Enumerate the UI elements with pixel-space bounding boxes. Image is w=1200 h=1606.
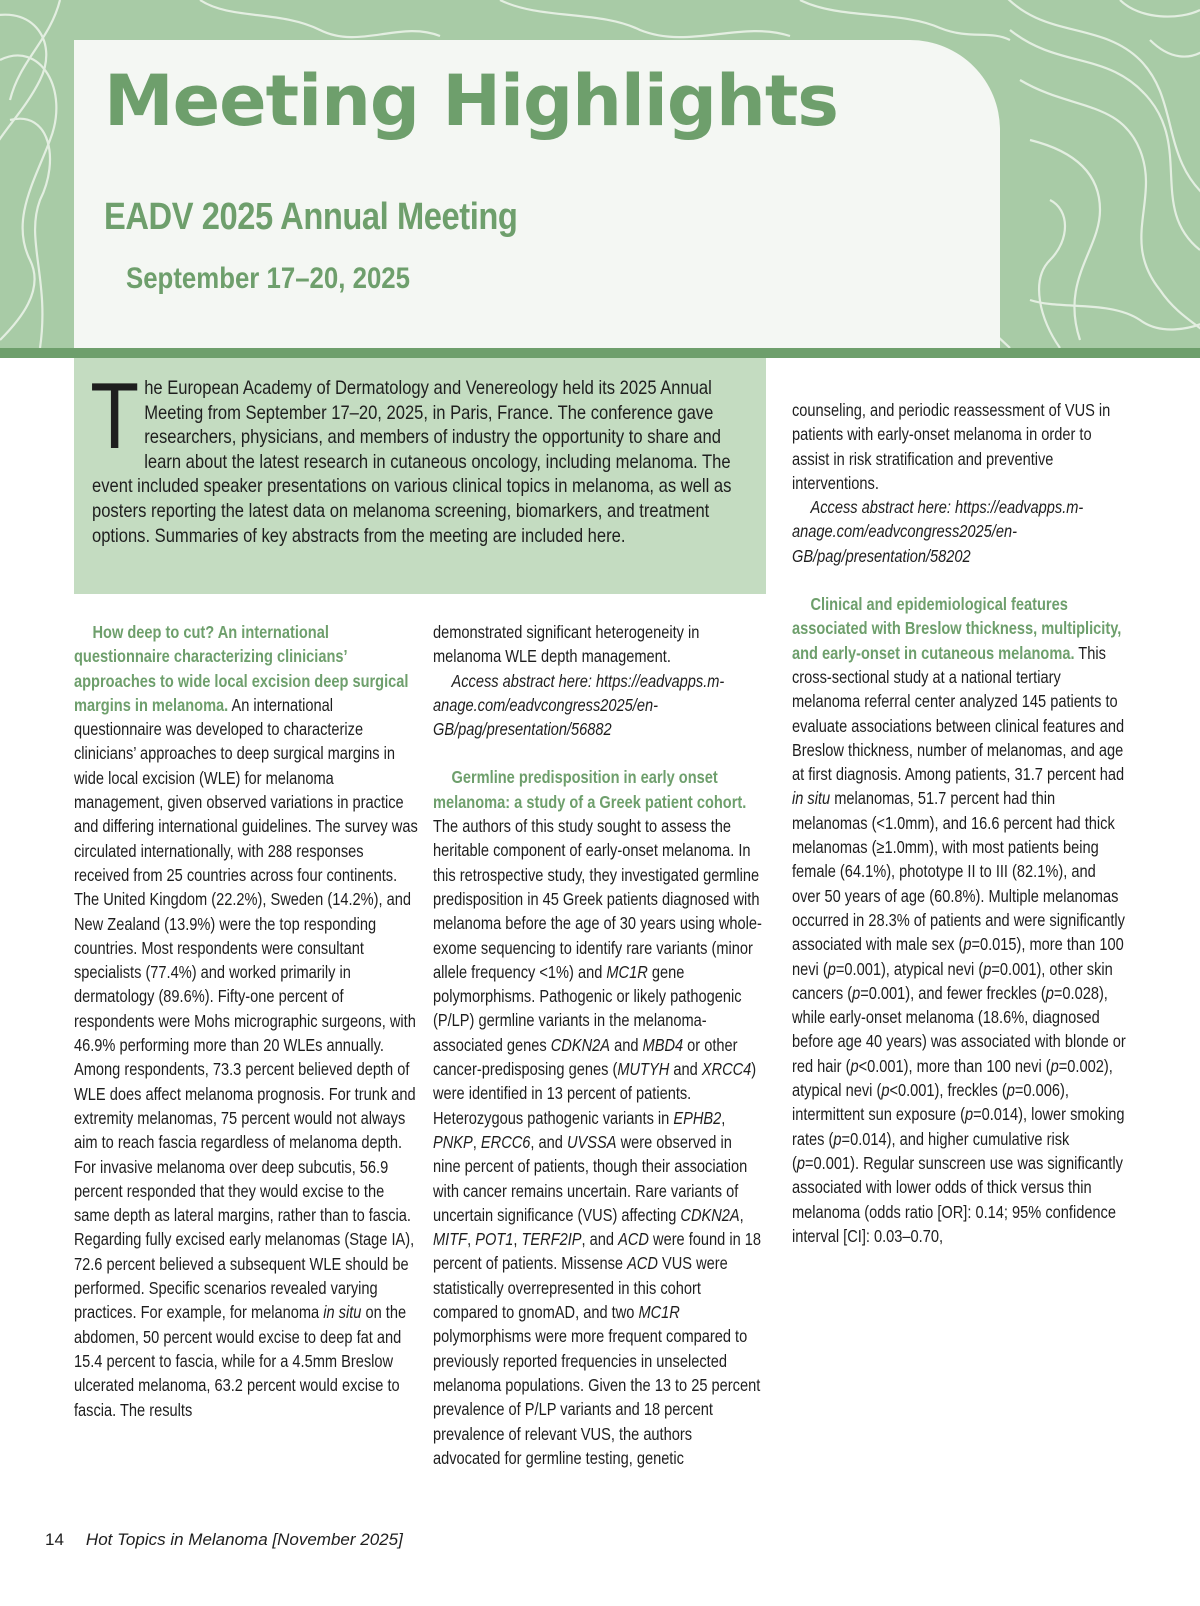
page-number: 14 xyxy=(45,1530,64,1549)
article-1-heading: How deep to cut? An international questionnaire characterizing clinicians’ approaches to wide local excision deep surgical margins in melanoma. xyxy=(74,622,409,715)
article-2-access-link[interactable]: Access abstract here: https://eadvapps.m-anage.com/eadvcongress2025/en-GB/pag/presentation/58202 xyxy=(792,497,1084,566)
column-2 xyxy=(433,620,762,1470)
article-2-body-continued: counseling, and periodic reassessment of VUS in patients with early-onset melanoma in order to assist in risk stratification and preventive interventions. xyxy=(792,400,1111,493)
article-3-body: Clinical and epidemiological features associated with Breslow thickness, multiplicity, and early-onset in cutaneous melanoma. This cross-sectional study at a national tertiary melanoma referral center analyzed 145 patients to evaluate associations between clinical features and Breslow thickness, number of melanomas, and age at first diagnosis. Among patients, 31.7 percent had in situ melanomas, 51.7 percent had thin melanomas (<1.0mm), and 16.6 percent had thick melanomas (≥1.0mm), with most patients being female (64.1%), phototype II to III (82.1%), and over 50 years of age (60.8%). Multiple melanomas occurred in 28.3% of patients and were significantly associated with male sex (p=0.015), more than 100 nevi (p=0.001), atypical nevi (p=0.001), other skin cancers (p=0.001), and fewer freckles (p=0.028), while early-onset melanoma (18.6%, diagnosed before age 40 years) was associated with blonde or red hair (p<0.001), more than 100 nevi (p=0.002), atypical nevi (p<0.001), freckles (p=0.006), intermittent sun exposure (p=0.014), lower smoking rates (p=0.014), and higher cumulative risk (p=0.001). Regular sunscreen use was significantly associated with lower odds of thick versus thin melanoma (odds ratio [OR]: 0.14; 95% confidence interval [CI]: 0.03–0.70, xyxy=(792,594,1126,1246)
meeting-name: EADV 2025 Annual Meeting xyxy=(104,196,518,238)
column-1 xyxy=(74,620,418,1422)
article-1-body-continued: demonstrated significant heterogeneity in melanoma WLE depth management. xyxy=(433,622,700,667)
intro-box xyxy=(74,358,766,594)
article-3-heading: Clinical and epidemiological features associated with Breslow thickness, multiplicity, and early-onset in cutaneous melanoma. xyxy=(792,594,1122,663)
drop-cap: T xyxy=(90,363,140,468)
header-banner xyxy=(0,0,1200,348)
article-2-body: Germline predisposition in early onset melanoma: a study of a Greek patient cohort. The authors of this study sought to assess the heritable component of early-onset melanoma. In this retrospective study, they investigated germline predisposition in 45 Greek patients diagnosed with melanoma before the age of 30 years using whole-exome sequencing to identify rare variants (minor allele frequency <1%) and MC1R gene polymorphisms. Pathogenic or likely pathogenic (P/LP) germline variants in the melanoma-associated genes CDKN2A and MBD4 or other cancer-predisposing genes (MUTYH and XRCC4) were identified in 13 percent of patients. Heterozygous pathogenic variants in EPHB2, PNKP, ERCC6, and UVSSA were observed in nine percent of patients, though their association with cancer remains uncertain. Rare variants of uncertain significance (VUS) affecting CDKN2A, MITF, POT1, TERF2IP, and ACD were found in 18 percent of patients. Missense ACD VUS were statistically overrepresented in this cohort compared to gnomAD, and two MC1R polymorphisms were more frequent compared to previously reported frequencies in unselected melanoma populations. Given the 13 to 25 percent prevalence of P/LP variants and 18 percent prevalence of relevant VUS, the authors advocated for germline testing, genetic xyxy=(433,767,762,1468)
intro-text xyxy=(90,363,747,548)
page-title: Meeting Highlights xyxy=(104,60,838,142)
header-divider xyxy=(0,348,1200,358)
intro-body: he European Academy of Dermatology and Venereology held its 2025 Annual Meeting from September 17–20, 2025, in Paris, France. The conference gave researchers, physicians, and members of industry the opportunity to share and learn about the latest research in cutaneous oncology, including melanoma. The event included speaker presentations on various clinical topics in melanoma, as well as posters reporting the latest data on melanoma screening, biomarkers, and treatment options. Summaries of key abstracts from the meeting are included here. xyxy=(92,377,732,547)
meeting-dates: September 17–20, 2025 xyxy=(126,262,411,295)
article-1-access-link[interactable]: Access abstract here: https://eadvapps.m-anage.com/eadvcongress2025/en-GB/pag/presentation/56882 xyxy=(433,670,725,740)
publication-title: Hot Topics in Melanoma [November 2025] xyxy=(85,1530,403,1549)
page-footer xyxy=(45,1530,403,1550)
article-2-heading: Germline predisposition in early onset melanoma: a study of a Greek patient cohort. xyxy=(433,767,747,812)
column-3 xyxy=(792,398,1128,1248)
article-1-body: How deep to cut? An international questionnaire characterizing clinicians’ approaches to wide local excision deep surgical margins in melanoma. An international questionnaire was developed to characterize clinicians’ approaches to deep surgical margins in wide local excision (WLE) for melanoma management, given observed variations in practice and differing international guidelines. The survey was circulated internationally, with 288 responses received from 25 countries across four continents. The United Kingdom (22.2%), Sweden (14.2%), and New Zealand (13.9%) were the top responding countries. Most respondents were consultant specialists (77.4%) and worked primarily in dermatology (89.6%). Fifty-one percent of respondents were Mohs micrographic surgeons, with 46.9% performing more than 20 WLEs annually. Among respondents, 73.3 percent believed depth of WLE does affect melanoma prognosis. For trunk and extremity melanomas, 75 percent would not always aim to reach fascia regardless of melanoma depth. For invasive melanoma over deep subcutis, 56.9 percent responded that they would excise to the same depth as lateral margins, rather than to fascia. Regarding fully excised early melanomas (Stage IA), 72.6 percent believed a subsequent WLE should be performed. Specific scenarios revealed varying practices. For example, for melanoma in situ on the abdomen, 50 percent would excise to deep fat and 15.4 percent to fascia, while for a 4.5mm Breslow ulcerated melanoma, 63.2 percent would excise to fascia. The results xyxy=(74,622,418,1420)
